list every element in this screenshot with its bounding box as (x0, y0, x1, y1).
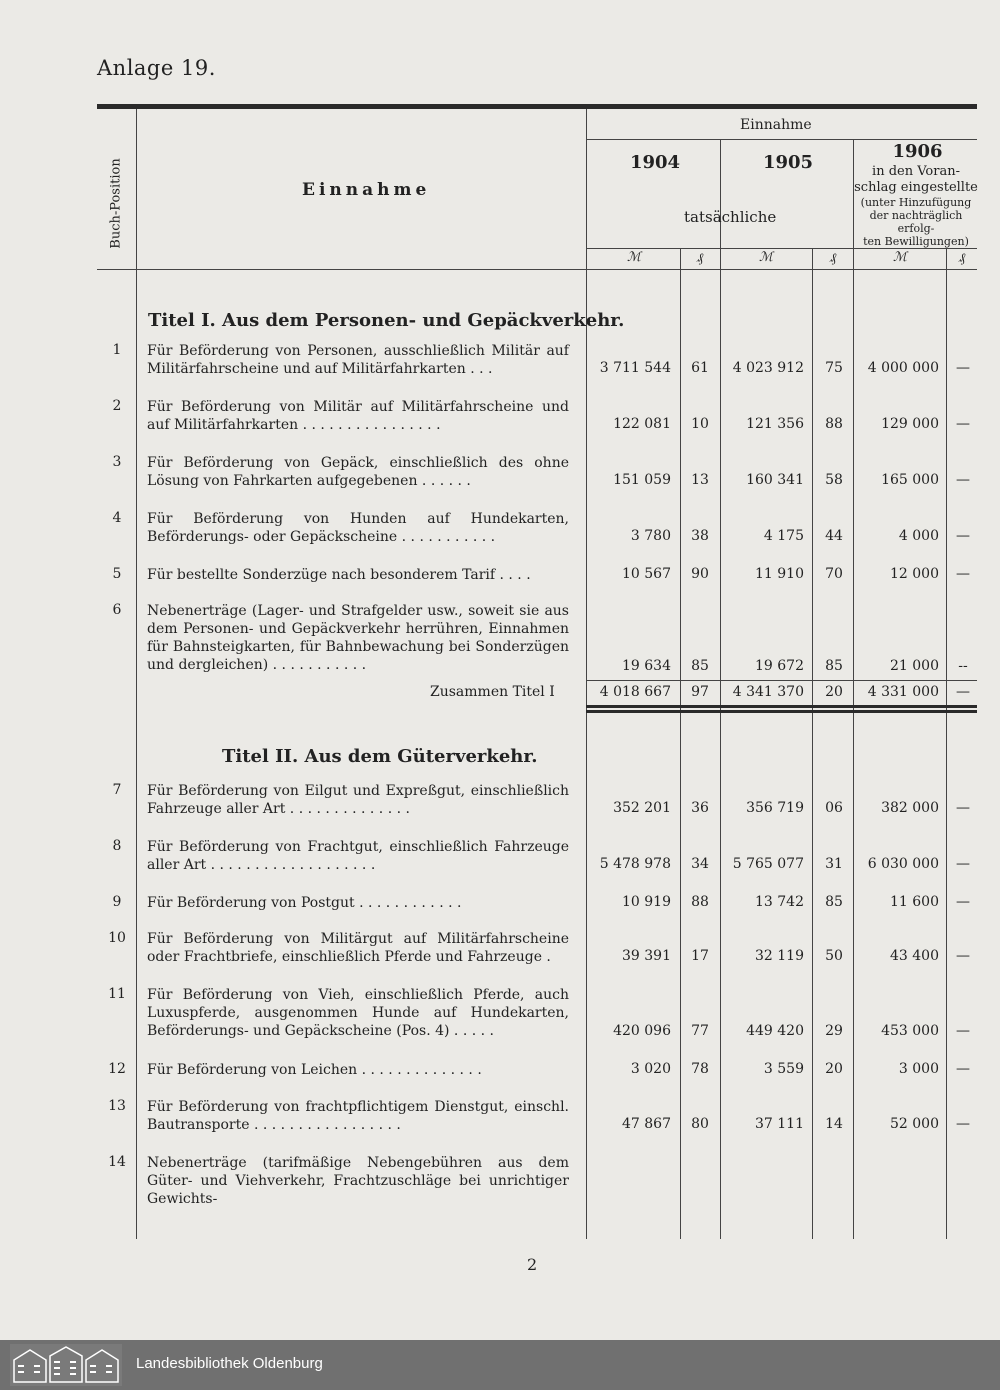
footer-bar (0, 1340, 1000, 1390)
tatsaechliche-label: tatsächliche (684, 208, 777, 226)
header-rule (97, 269, 977, 270)
section-title-2: Titel II. Aus dem Güterverkehr. (222, 746, 538, 767)
anlage-label: Anlage 19. (97, 56, 216, 80)
col-rule (946, 248, 947, 1239)
document-page: Anlage 19. Buch-Position Einnahme Einnahme 1904 1905 1906 tatsächliche in den Voran- schlag eingestellte (unter Hinzufügung der nachträglich erfolg- ten Bewilligungen) ℳ ₰ ℳ ₰ ℳ ₰ Titel I. Aus dem Personen- und Gepäckverkehr. Titel II. Aus dem Güterverkehr. 1 Für Beförderung von Personen, ausschließlich Militär auf Militärfahrscheine und auf Militärfahrkarten . . . 3 711 544 61 4 023 912 75 4 000 000 — 2 Für Beförderung von Militär auf Militärfahrscheine und auf Militärfahrkarten . . . . . . . . . . . . . . . . 122 081 10 121 356 88 129 000 — 3 Für Beförderung von Gepäck, einschließlich des ohne Lösung von Fahrkarten aufgegebenen . . . . . . 151 059 13 160 341 58 165 000 — 4 Für Beförderung von Hunden auf Hundekarten, Beförderungs- oder Gepäckscheine . . . . . . . . . . . 3 780 38 4 175 44 4 000 — 5 Für bestellte Sonderzüge nach besonderem Tarif . . . . 10 567 90 11 910 70 12 000 — 6 Nebenerträge (Lager- und Strafgelder usw., soweit sie aus dem Personen- und Gepäckverkehr herrühren, Einnahmen für Bahnsteigkarten, für Bahnbewachung bei Sonderzügen und dergleichen) . . . . . . . . . . . 19 634 85 19 672 85 21 000 -- Zusammen Titel I 4 018 667 97 4 341 370 20 4 331 000 — 7 Für Beförderung von Eilgut und Expreßgut, einschließlich Fahrzeuge aller Art . . . . . . . . . . . . . . 352 201 36 356 719 06 382 000 — 8 Für Beförderung von Frachtgut, einschließlich Fahrzeuge aller Art . . . . . . . . . . . . . . . . . . . 5 478 978 34 5 765 077 31 6 030 000 — 9 Für Beförderung von Postgut . . . . . . . . . . . . 10 919 88 13 742 85 11 600 — 10 Für Beförderung von Militärgut auf Militärfahrscheine oder Frachtbriefe, einschließlich Pferde und Fahrzeuge . 39 391 17 32 119 50 43 400 — 11 Für Beförderung von Vieh, einschließlich Pferde, auch Luxuspferde, ausgenommen Hunde auf Hundekarten, Beförderungs- und Gepäckscheine (Pos. 4) . . . . . 420 096 77 449 420 29 453 000 — 12 Für Beförderung von Leichen . . . . . . . . . . . . . . 3 020 78 3 559 20 3 000 — 13 Für Beförderung von frachtpflichtigem Dienstgut, einschl. Bautransporte . . . . . . . . . . . . . . . . . 47 867 80 37 111 14 52 000 — 14 Nebenerträge (tarifmäßige Nebengebühren aus dem Güter- und Viehverkehr, Frachtzuschläge bei unrichtiger Gewichts- 2 (0, 0, 1000, 1340)
col-rule (680, 248, 681, 1239)
year-1906: 1906 (892, 141, 943, 162)
top-rule (97, 104, 977, 109)
year-1906-note: in den Voran- schlag eingestellte (unter Hinzufügung der nachträglich erfolg- ten Bewilligungen) (854, 164, 978, 248)
col-rule (812, 248, 813, 1239)
section-title-1: Titel I. Aus dem Personen- und Gepäckverkehr. (148, 310, 625, 331)
col-rule (853, 140, 854, 1239)
unit-mark-1905: ℳ (759, 250, 773, 265)
unit-mark-1904: ℳ (627, 250, 641, 265)
unit-pf-1904: ₰ (696, 251, 704, 266)
header-rule (586, 139, 977, 140)
page-number: 2 (527, 1255, 538, 1274)
col-group-header: Einnahme (740, 117, 812, 133)
year-1904: 1904 (629, 152, 681, 173)
col-header-einnahme: Einnahme (302, 180, 431, 200)
sum-rule (586, 680, 977, 681)
unit-pf-1906: ₰ (958, 251, 966, 266)
year-1905: 1905 (762, 152, 814, 173)
sum-double-rule (586, 705, 977, 708)
unit-pf-1905: ₰ (829, 251, 837, 266)
col-header-position: Buch-Position (108, 157, 124, 249)
unit-mark-1906: ℳ (893, 250, 907, 265)
sum-double-rule (586, 710, 977, 713)
col-rule (720, 140, 721, 1239)
footer-label: Landesbibliothek Oldenburg (136, 1355, 323, 1372)
sum-label: Zusammen Titel I (430, 684, 555, 700)
header-rule (586, 248, 977, 249)
library-building-icon (10, 1344, 122, 1386)
